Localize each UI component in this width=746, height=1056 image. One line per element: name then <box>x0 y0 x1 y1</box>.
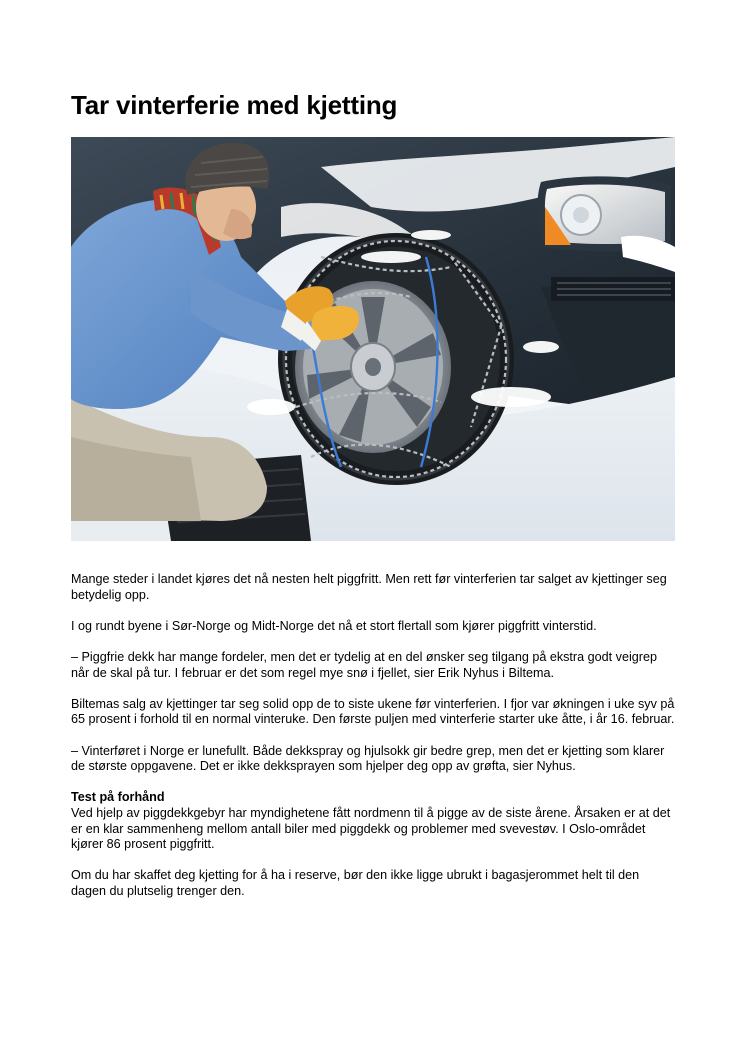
article-photo <box>71 137 675 541</box>
paragraph: Om du har skaffet deg kjetting for å ha i reserve, bør den ikke ligge ubrukt i bagasjerommet helt til den dagen du plutselig trenger den. <box>71 868 640 898</box>
tire-chain-illustration <box>71 137 675 541</box>
paragraph: – Piggfrie dekk har mange fordeler, men det er tydelig at en del ønsker seg tilgang på ekstra godt veigrep når de skal på tur. I februar er det som regel mye snø i fjellet, sier Erik Nyhus i Biltema. <box>71 649 657 680</box>
paragraph: Mange steder i landet kjøres det nå nesten helt piggfritt. Men rett før vinterferien tar salget av kjettinger seg betydelig opp. <box>71 572 667 602</box>
paragraph: – Vinterføret i Norge er lunefullt. Både dekkspray og hjulsokk gir bedre grep, men det er kjetting som klarer de største oppgavene. Det er ikke dekksprayen som hjelper deg opp av grøfta, sier Nyhus. <box>71 743 665 774</box>
article-body <box>71 572 675 915</box>
paragraph: I og rundt byene i Sør-Norge og Midt-Norge det nå et stort flertall som kjører piggfritt vinterstid. <box>71 618 597 633</box>
section-block <box>71 790 675 852</box>
subheading: Test på forhånd <box>71 790 165 805</box>
paragraph: Biltemas salg av kjettinger tar seg solid opp de to siste ukene før vinterferien. I fjor var økningen i uke syv på 65 prosent i forhold til en normal vinteruke. Den første puljen med vinterferie starter uke åtte, i år 16. februar. <box>71 696 675 727</box>
paragraph: Ved hjelp av piggdekkgebyr har myndighetene fått nordmenn til å pigge av de siste årene. Årsaken er at det er en klar sammenheng mellom antall biler med piggdekk og problemer med svevestøv. I Oslo-området kjører 86 prosent piggfritt. <box>71 805 671 852</box>
article-title: Tar vinterferie med kjetting <box>71 90 398 120</box>
